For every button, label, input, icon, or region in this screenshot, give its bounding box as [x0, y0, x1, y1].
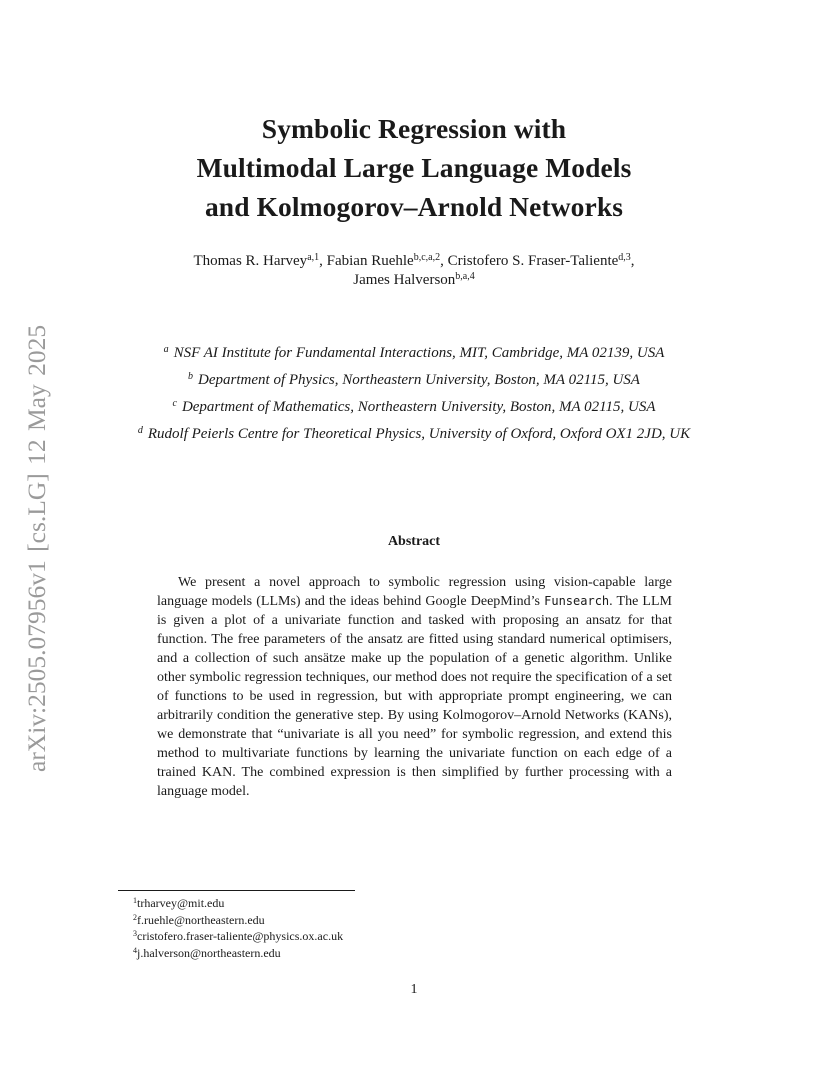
- author-affiliation-marks: b,a,4: [455, 271, 475, 282]
- footnote-item: [133, 912, 343, 929]
- author-name: James Halverson: [353, 272, 456, 288]
- abstract-text-part-2: . The LLM is given a plot of a univariate function and tasked with proposing an ansatz for that function. The free parameters of the ansatz are fitted using standard numerical optimisers, and a collection of such ansätze make up the population of a genetic algorithm. Unlike other symbolic regression techniques, our method does not require the specification of a set of functions to be used in regression, but with appropriate prompt engineering, we can arbitrarily condition the generative step. By using Kolmogorov–Arnold Networks (KANs), we demonstrate that “univariate is all you need” for symbolic regression, and extend this method to multivariate functions by learning the univariate function on each edge of a trained KAN. The combined expression is then simplified by further processing with a language model.: [157, 594, 672, 799]
- footnote-divider: [118, 890, 355, 891]
- affiliation-list: [100, 344, 728, 452]
- footnote-email[interactable]: cristofero.fraser-taliente@physics.ox.ac.uk: [137, 929, 344, 943]
- affiliation-mark: b: [188, 371, 194, 382]
- author-affiliation-marks: d,3: [618, 252, 631, 263]
- footnote-email[interactable]: j.halverson@northeastern.edu: [137, 945, 281, 960]
- paper-title: [0, 109, 828, 226]
- affiliation-mark: c: [172, 398, 177, 409]
- affiliation-text: Department of Mathematics, Northeastern University, Boston, MA 02115, USA: [181, 399, 656, 415]
- author-name: Cristofero S. Fraser-Taliente: [447, 253, 619, 269]
- footnote-list: [133, 895, 343, 961]
- footnote-item: [133, 945, 343, 962]
- author-separator: ,: [440, 253, 448, 269]
- footnote-item: [133, 895, 343, 912]
- affiliation-mark: d: [137, 425, 143, 436]
- abstract-code-term: Funsearch: [544, 594, 610, 608]
- footnote-mark: 3: [133, 929, 137, 938]
- title-line-3: and Kolmogorov–Arnold Networks: [204, 191, 624, 222]
- footnote-mark: 4: [133, 945, 137, 955]
- author-separator: ,: [630, 253, 635, 269]
- affiliation-item: [100, 344, 728, 363]
- footnote-item: [133, 928, 343, 945]
- affiliation-item: [100, 398, 728, 417]
- abstract-heading: Abstract: [387, 534, 441, 549]
- affiliation-text: Rudolf Peierls Centre for Theoretical Physics, University of Oxford, Oxford OX1 2JD, UK: [147, 426, 691, 442]
- author-line-1: [0, 252, 828, 271]
- footnote-mark: 1: [133, 896, 137, 905]
- abstract-text-part-1: We present a novel approach to symbolic regression using vision-capable large language models (LLMs) and the ideas behind Google DeepMind’s: [157, 575, 672, 609]
- affiliation-item: [100, 425, 728, 444]
- author-list: [0, 252, 828, 290]
- author-name: Thomas R. Harvey: [193, 253, 308, 269]
- author-affiliation-marks: a,1: [307, 252, 320, 263]
- author-line-2: [0, 271, 828, 290]
- title-line-1: Symbolic Regression with: [261, 113, 567, 144]
- footnote-mark: 2: [133, 912, 137, 922]
- affiliation-item: [100, 371, 728, 390]
- affiliation-text: Department of Physics, Northeastern University, Boston, MA 02115, USA: [198, 372, 640, 388]
- author-affiliation-marks: b,c,a,2: [413, 252, 441, 263]
- affiliation-mark: a: [163, 344, 169, 355]
- affiliation-text: NSF AI Institute for Fundamental Interactions, MIT, Cambridge, MA 02139, USA: [173, 345, 665, 361]
- footnote-email[interactable]: f.ruehle@northeastern.edu: [137, 912, 265, 927]
- author-name: Fabian Ruehle: [326, 253, 414, 269]
- page-number: 1: [410, 982, 418, 997]
- title-line-2: Multimodal Large Language Models: [196, 152, 632, 183]
- author-separator: ,: [319, 253, 327, 269]
- arxiv-identifier-stamp[interactable]: arXiv:2505.07956v1 [cs.LG] 12 May 2025: [22, 324, 51, 772]
- abstract-body: [157, 573, 672, 801]
- footnote-email[interactable]: trharvey@mit.edu: [137, 896, 225, 910]
